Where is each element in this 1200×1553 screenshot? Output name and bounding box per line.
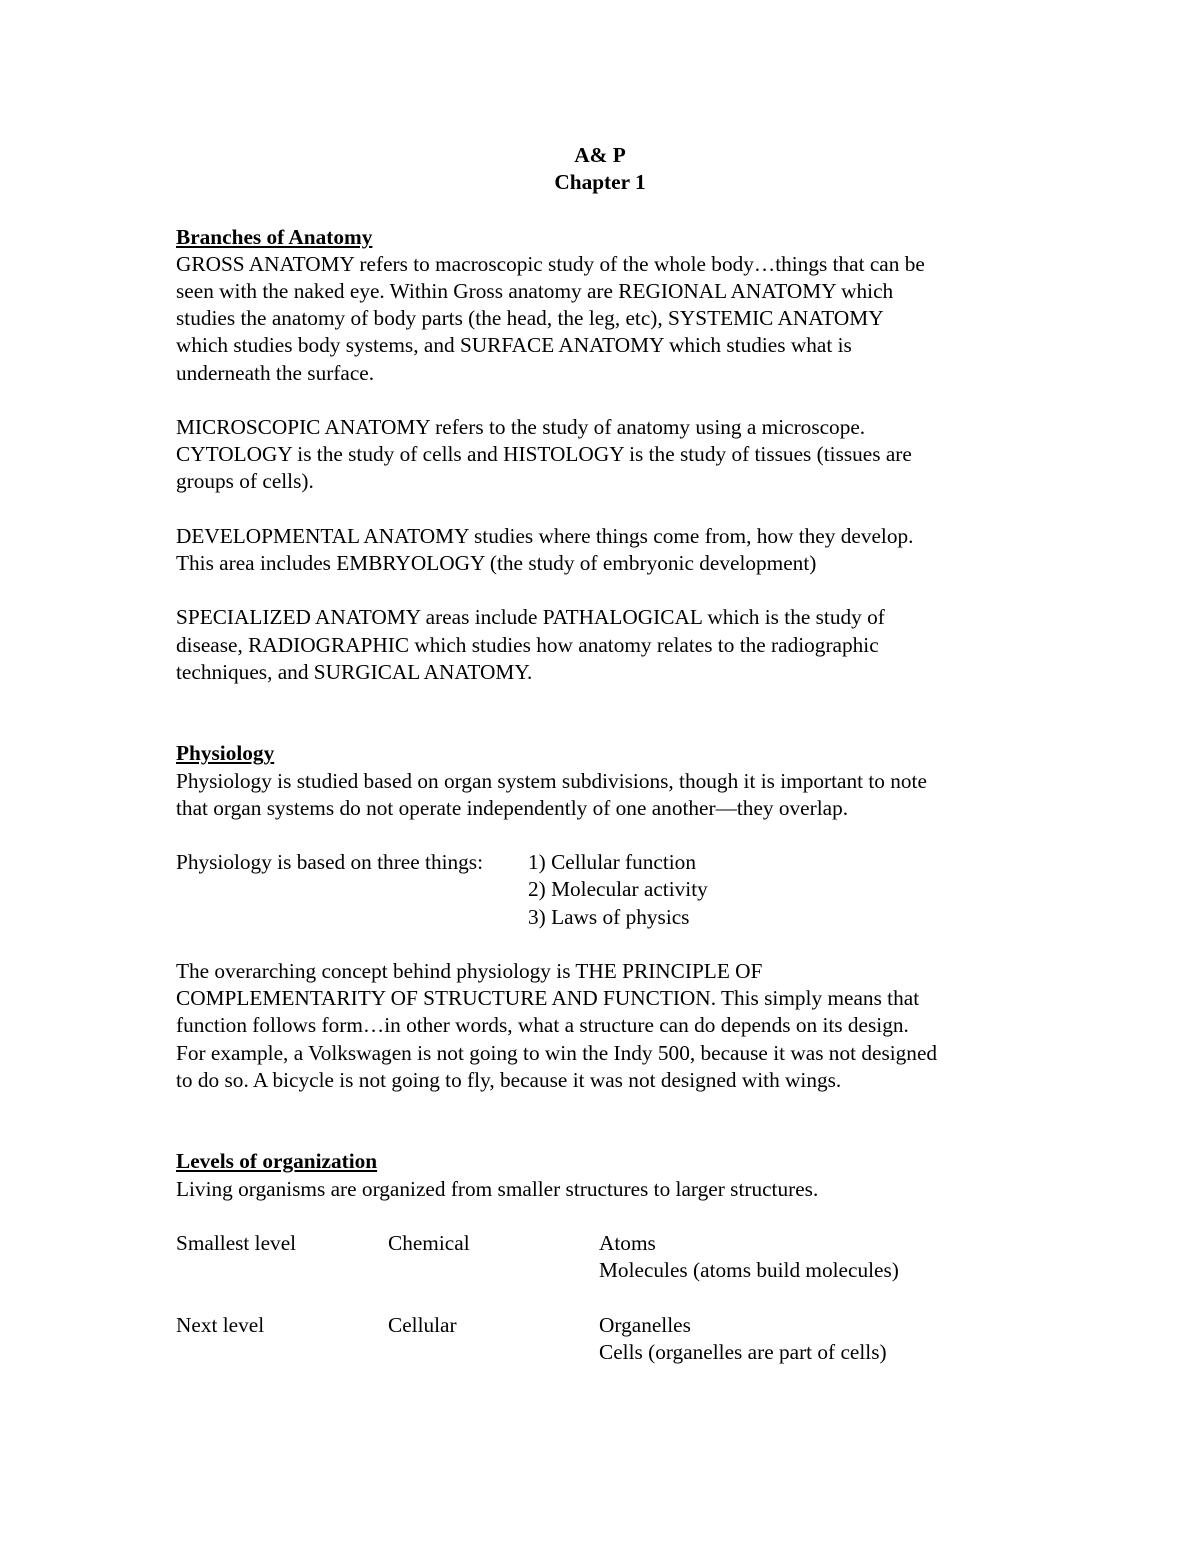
paragraph-gross-anatomy	[176, 251, 1036, 387]
paragraph-microscopic-anatomy	[176, 414, 1036, 496]
level-item: Atoms	[599, 1230, 656, 1255]
text-line: that organ systems do not operate independently of one another—they overlap.	[176, 795, 849, 820]
level-item: Cells (organelles are part of cells)	[599, 1339, 887, 1364]
text-line: The overarching concept behind physiology is THE PRINCIPLE OF	[176, 958, 763, 983]
document-title: A& P	[574, 143, 626, 167]
text-line: For example, a Volkswagen is not going to win the Indy 500, because it was not designed	[176, 1040, 938, 1065]
text-line: seen with the naked eye. Within Gross anatomy are REGIONAL ANATOMY which	[176, 279, 894, 303]
text-line: which studies body systems, and SURFACE ANATOMY which studies what is	[176, 333, 852, 358]
physiology-basis-list	[176, 849, 1036, 931]
text-line: This area includes EMBRYOLOGY (the study of embryonic development)	[176, 551, 817, 575]
level-items	[599, 1230, 1036, 1284]
document-page	[176, 142, 1036, 1366]
section-heading-physiology: Physiology	[176, 741, 275, 766]
text-line: MICROSCOPIC ANATOMY refers to the study of anatomy using a microscope.	[176, 415, 866, 439]
levels-intro: Living organisms are organized from smaller structures to larger structures.	[176, 1176, 819, 1201]
paragraph-specialized-anatomy	[176, 604, 1036, 686]
text-line: underneath the surface.	[176, 360, 375, 385]
chapter-title: Chapter 1	[554, 170, 646, 195]
text-line: techniques, and SURGICAL ANATOMY.	[176, 659, 533, 684]
level-items	[599, 1312, 1036, 1366]
physiology-basis-items	[528, 849, 1036, 931]
physiology-basis-label: Physiology is based on three things:	[176, 850, 484, 875]
text-line: GROSS ANATOMY refers to macroscopic study of the whole body…things that can be	[176, 251, 925, 276]
level-item: Organelles	[599, 1312, 691, 1337]
paragraph-developmental-anatomy	[176, 523, 1036, 577]
level-name: Smallest level	[176, 1230, 297, 1255]
section-heading-levels: Levels of organization	[176, 1149, 378, 1174]
text-line: function follows form…in other words, what a structure can do depends on its design.	[176, 1013, 909, 1038]
text-line: disease, RADIOGRAPHIC which studies how anatomy relates to the radiographic	[176, 632, 879, 657]
list-item: 2) Molecular activity	[528, 877, 708, 902]
text-line: to do so. A bicycle is not going to fly, because it was not designed with wings.	[176, 1067, 842, 1092]
list-item: 1) Cellular function	[528, 850, 696, 875]
text-line: DEVELOPMENTAL ANATOMY studies where things come from, how they develop.	[176, 523, 914, 548]
level-type: Cellular	[388, 1312, 457, 1337]
text-line: SPECIALIZED ANATOMY areas include PATHALOGICAL which is the study of	[176, 605, 885, 630]
section-heading-branches: Branches of Anatomy	[176, 224, 373, 249]
text-line: studies the anatomy of body parts (the head, the leg, etc), SYSTEMIC ANATOMY	[176, 306, 884, 331]
paragraph-complementarity	[176, 958, 1036, 1094]
levels-row-chemical	[176, 1230, 1036, 1284]
level-item: Molecules (atoms build molecules)	[599, 1258, 899, 1283]
paragraph-physiology-intro	[176, 768, 1036, 822]
list-item: 3) Laws of physics	[528, 904, 690, 929]
level-name: Next level	[176, 1312, 265, 1337]
text-line: COMPLEMENTARITY OF STRUCTURE AND FUNCTION. This simply means that	[176, 986, 920, 1011]
level-type: Chemical	[388, 1230, 470, 1255]
text-line: groups of cells).	[176, 469, 314, 494]
text-line: Physiology is studied based on organ system subdivisions, though it is important to note	[176, 768, 927, 793]
levels-row-cellular	[176, 1312, 1036, 1366]
text-line: CYTOLOGY is the study of cells and HISTOLOGY is the study of tissues (tissues are	[176, 442, 912, 467]
